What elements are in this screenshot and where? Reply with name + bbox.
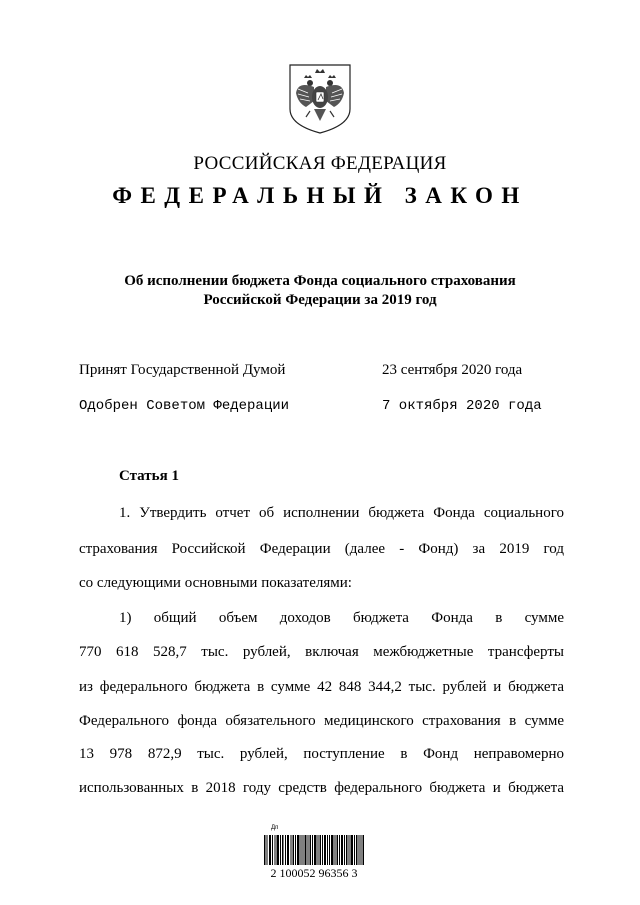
paragraph-line: со следующими основными показателями: [79,575,352,591]
paragraph-line: 770 618 528,7 тыс. рублей, включая межбюджетные трансферты [79,644,564,660]
law-title [0,272,640,310]
paragraph-line: 1) общий объем доходов бюджета Фонда в сумме [119,610,564,626]
paragraph-line: Федерального фонда обязательного медицинского страхования в сумме [79,713,564,729]
adoption-label: Принят Государственной Думой [79,362,286,378]
paragraph-line: 13 978 872,9 тыс. рублей, поступление в Фонд неправомерно [79,746,564,762]
article-heading: Статья 1 [119,468,179,484]
barcode-number: 2 100052 96356 3 [270,866,358,880]
adoption-date: 7 октября 2020 года [382,398,542,414]
adoption-date: 23 сентября 2020 года [382,362,523,378]
document-barcode-block [258,825,370,885]
paragraph-line: использованных в 2018 году средств федерального бюджета и бюджета [79,780,564,796]
country-name: РОССИЙСКАЯ ФЕДЕРАЦИЯ [193,153,447,174]
barcode-icon [264,835,364,865]
barcode-tag: Дп [271,825,279,831]
coat-of-arms-icon [288,63,352,135]
law-type: ФЕДЕРАЛЬНЫЙ ЗАКОН [112,183,528,208]
law-title-line: Об исполнении бюджета Фонда социального страхования [124,273,516,289]
law-title-line: Российской Федерации за 2019 год [203,292,437,308]
paragraph-line: страхования Российской Федерации (далее - Фонд) за 2019 год [79,541,564,557]
adoption-label: Одобрен Советом Федерации [79,398,290,414]
paragraph-line: 1. Утвердить отчет об исполнении бюджета Фонда социального [119,505,564,521]
paragraph-line: из федерального бюджета в сумме 42 848 344,2 тыс. рублей и бюджета [79,679,564,695]
